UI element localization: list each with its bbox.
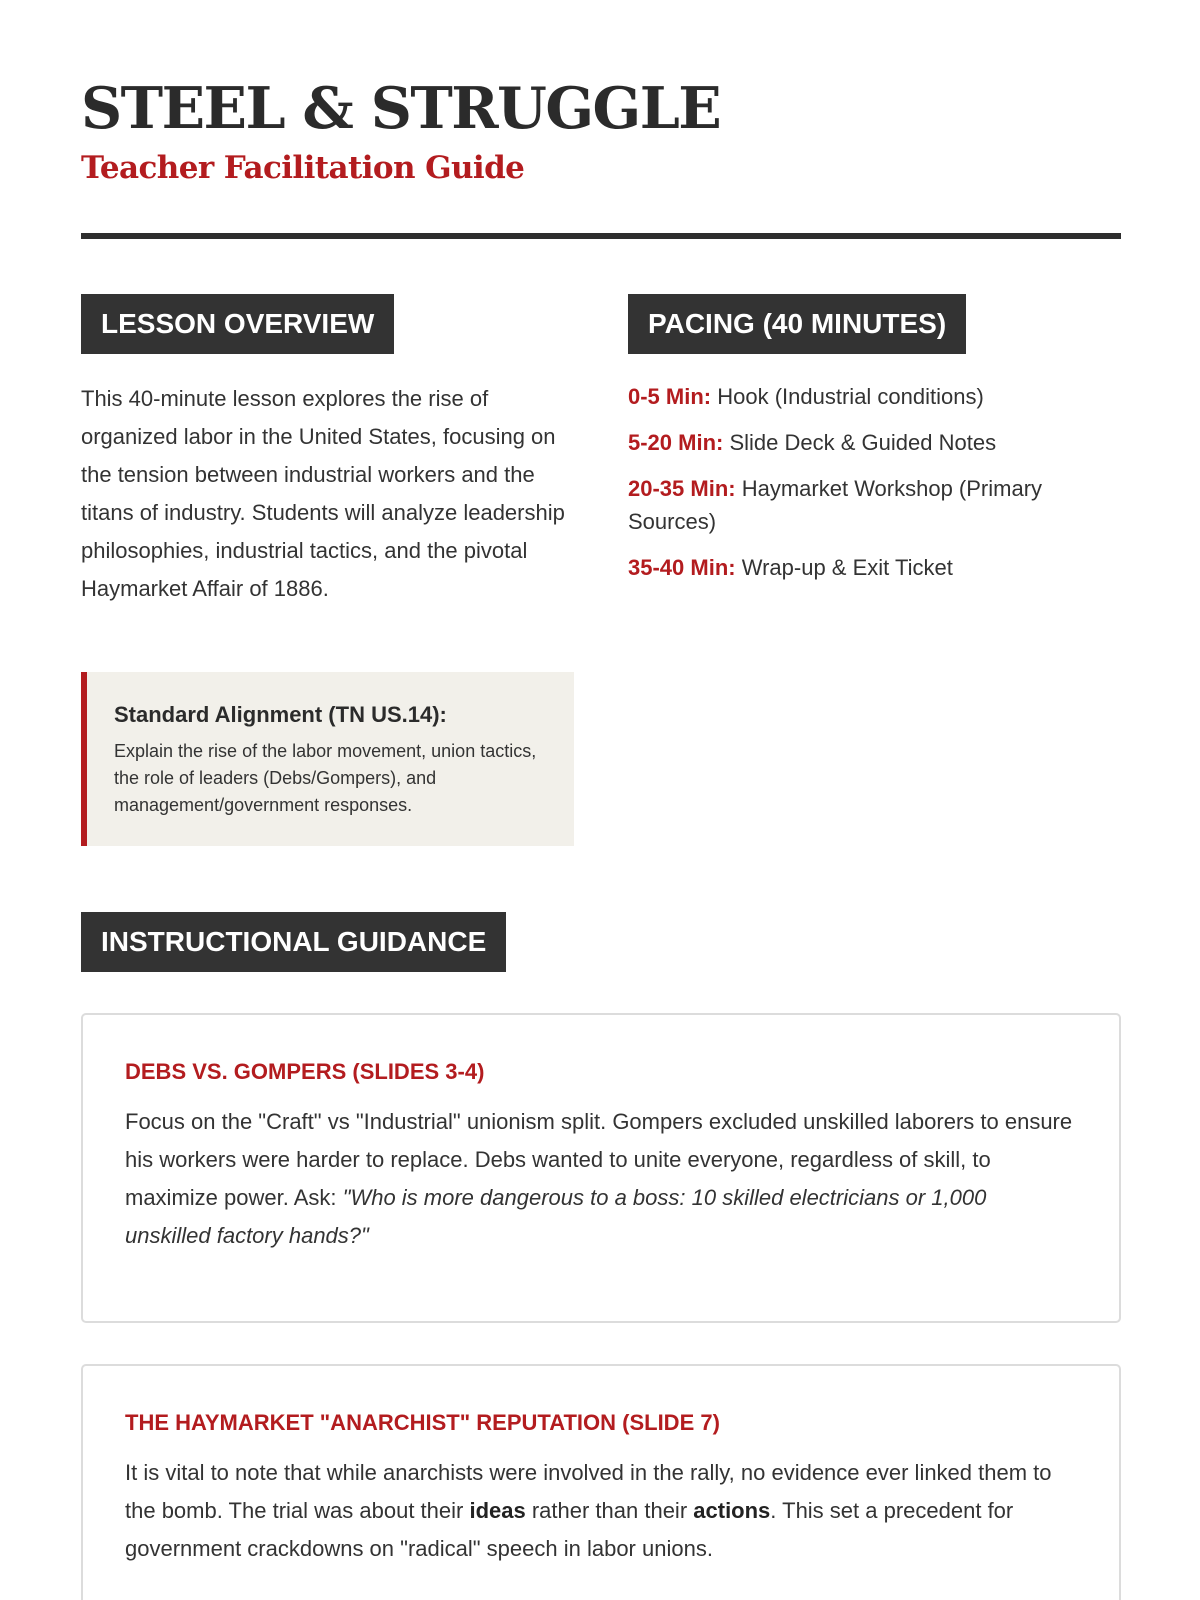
- pacing-time: 35-40 Min:: [628, 555, 736, 580]
- instructional-guidance-heading: INSTRUCTIONAL GUIDANCE: [81, 912, 506, 972]
- pacing-activity: Wrap-up & Exit Ticket: [741, 555, 953, 580]
- guidance-card-debs-gompers: [81, 1013, 1121, 1323]
- guidance-card-body: [125, 1103, 1078, 1255]
- pacing-activity: Hook (Industrial conditions): [717, 384, 984, 409]
- pacing-time: 0-5 Min:: [628, 384, 712, 409]
- guidance-card-question: "Who is more dangerous to a boss: 10 skilled electricians or 1,000 unskilled factory hands?": [125, 1185, 987, 1248]
- guidance-card-text: . This set a precedent for government crackdowns on "radical" speech in labor unions.: [125, 1498, 1014, 1561]
- emphasis-actions: actions: [693, 1498, 771, 1523]
- pacing-time: 5-20 Min:: [628, 430, 724, 455]
- standard-alignment-title: Standard Alignment (TN US.14):: [114, 702, 447, 727]
- pacing-time: 20-35 Min:: [628, 476, 736, 501]
- guidance-card-body: [125, 1454, 1078, 1568]
- guidance-card-text: Focus on the "Craft" vs "Industrial" unionism split. Gompers excluded unskilled laborers to ensure his workers were harder to replace. Debs wanted to unite everyone, regardless of skill, to maximize power. Ask:: [125, 1109, 1073, 1210]
- lesson-overview-text: This 40-minute lesson explores the rise of organized labor in the United States, focusing on the tension between industrial workers and the titans of industry. Students will analyze leadership philosophies, industrial tactics, and the pivotal Haymarket Affair of 1886.: [81, 386, 565, 601]
- guidance-card-title: THE HAYMARKET "ANARCHIST" REPUTATION (SLIDE 7): [125, 1410, 720, 1435]
- standard-alignment-description: Explain the rise of the labor movement, union tactics, the role of leaders (Debs/Gompers), and management/government responses.: [114, 741, 537, 815]
- pacing-activity: Haymarket Workshop (Primary Sources): [628, 476, 1043, 534]
- pacing-item: [628, 472, 1118, 538]
- pacing-item: [628, 380, 1118, 413]
- pacing-item: [628, 551, 1118, 584]
- page-title: STEEL & STRUGGLE: [81, 75, 721, 142]
- lesson-overview-heading: LESSON OVERVIEW: [81, 294, 394, 354]
- page-subtitle: Teacher Facilitation Guide: [81, 150, 525, 186]
- guidance-card-title: DEBS VS. GOMPERS (SLIDES 3-4): [125, 1059, 485, 1084]
- header-divider: [81, 233, 1121, 239]
- standard-alignment-callout: [81, 672, 574, 846]
- guidance-card-haymarket: [81, 1364, 1121, 1600]
- guidance-card-text: rather than their: [525, 1498, 694, 1523]
- pacing-activity: Slide Deck & Guided Notes: [729, 430, 997, 455]
- pacing-list: [628, 380, 1118, 597]
- emphasis-ideas: ideas: [469, 1498, 526, 1523]
- guidance-card-text: It is vital to note that while anarchists were involved in the rally, no evidence ever linked them to the bomb. The trial was about their: [125, 1460, 1052, 1523]
- pacing-item: [628, 426, 1118, 459]
- pacing-heading: PACING (40 MINUTES): [628, 294, 966, 354]
